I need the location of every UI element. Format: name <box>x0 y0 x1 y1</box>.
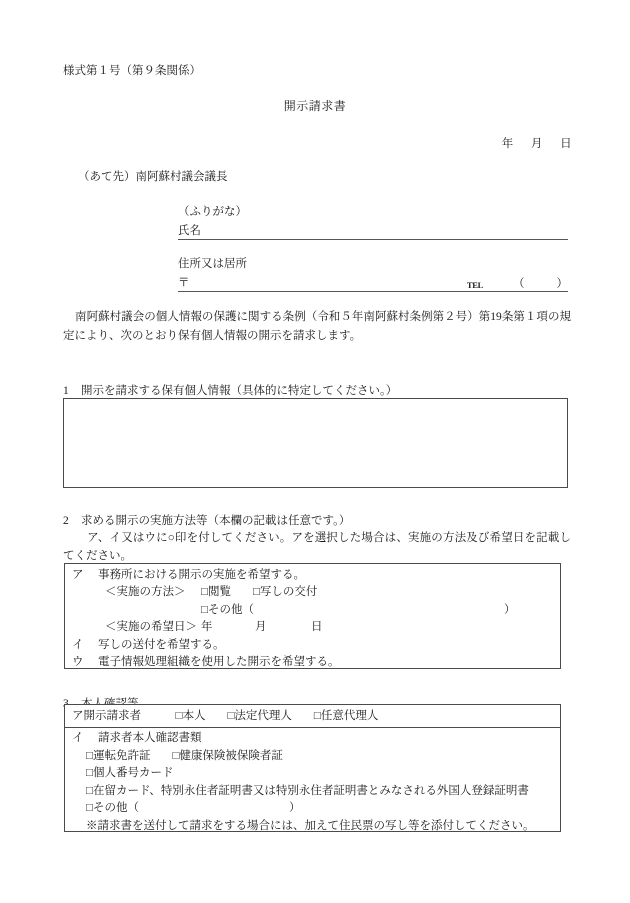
legal-statement-text: 南阿蘇村議会の個人情報の保護に関する条例（令和５年南阿蘇村条例第２号）第19条第１項の規定により、次のとおり保有個人情報の開示を請求します。 <box>63 311 571 342</box>
section2-other-paren-open: （ <box>242 603 254 616</box>
tel-paren-close: ） <box>556 277 568 290</box>
date-line <box>502 136 572 153</box>
section2-heading <box>63 513 350 530</box>
section2-method-other-row <box>65 602 560 619</box>
applicant-address-block <box>178 256 568 292</box>
addressee: （あて先）南阿蘇村議会議長 <box>78 171 228 183</box>
section3-doc-line-3 <box>72 783 560 800</box>
checkbox-icon: □ <box>252 586 260 599</box>
section2-option-a[interactable] <box>65 567 560 584</box>
section2-method-row <box>65 584 560 601</box>
checkbox-health-insurance-card-label: 健康保険被保険者証 <box>179 749 283 762</box>
checkbox-icon: □ <box>86 784 93 797</box>
date-year-label: 年 <box>501 138 514 150</box>
section2-option-a-marker: ア <box>72 569 84 581</box>
section2-option-b-label: 写しの送付を希望する。 <box>98 638 225 651</box>
checkbox-copy-delivery-label: 写しの交付 <box>259 586 318 599</box>
address-label: 住所又は居所 <box>178 258 247 270</box>
section2-option-b-marker: イ <box>72 638 84 651</box>
checkbox-other-method-label: その他 <box>207 603 243 616</box>
section1-entry-box[interactable] <box>63 398 568 488</box>
checkbox-residence-card-label: 在留カード、特別永住者証明書又は特別永住者証明書とみなされる外国人登録証明書 <box>92 784 529 797</box>
section2-option-c-marker: ウ <box>72 656 84 669</box>
section3-doc-line-1 <box>72 748 560 765</box>
checkbox-icon: □ <box>201 603 208 616</box>
checkbox-icon: □ <box>172 749 180 762</box>
section3-requester-row <box>65 705 560 728</box>
section3-documents-row <box>65 728 560 835</box>
section3-documents-header <box>72 730 560 747</box>
tel-paren-open: （ <box>513 277 525 290</box>
section2-desired-date-row <box>65 619 560 636</box>
name-field-row[interactable] <box>178 222 568 240</box>
section2-note-text: ア、イ又はウに○印を付してください。アを選択した場合は、実施の方法及び希望日を記載してください。 <box>63 532 571 563</box>
section3-requester-label: 開示請求者 <box>83 709 141 722</box>
section3-documents-marker: イ <box>72 732 84 745</box>
checkbox-icon: □ <box>86 767 93 780</box>
checkbox-drivers-license[interactable] <box>86 750 150 762</box>
section2-option-b[interactable] <box>65 637 560 654</box>
section3-footnote-text: ※請求書を送付して請求をする場合には、加えて住民票の写し等を添付してください。 <box>86 819 535 832</box>
checkbox-my-number-card-label: 個人番号カード <box>92 767 174 780</box>
checkbox-legal-representative[interactable] <box>227 710 291 722</box>
checkbox-icon: □ <box>86 802 93 815</box>
checkbox-copy-delivery[interactable] <box>253 586 317 598</box>
section2-note <box>63 529 571 566</box>
form-number: 様式第１号（第９条関係） <box>63 65 201 77</box>
checkbox-other-method[interactable] <box>201 604 242 616</box>
checkbox-voluntary-representative[interactable] <box>314 710 378 722</box>
checkbox-residence-card[interactable] <box>86 785 529 797</box>
section3-other-paren-open: （ <box>127 802 139 815</box>
date-day-label: 日 <box>560 138 572 150</box>
telephone-group[interactable] <box>467 279 568 292</box>
section3-requester-marker: ア <box>72 709 84 722</box>
applicant-name-block <box>178 204 568 240</box>
checkbox-legal-representative-label: 法定代理人 <box>234 709 292 722</box>
address-field-row[interactable] <box>178 274 568 292</box>
checkbox-icon: □ <box>175 709 183 722</box>
checkbox-icon: □ <box>313 709 321 722</box>
checkbox-my-number-card[interactable] <box>86 767 173 779</box>
section2-method-label: ＜実施の方法＞ <box>105 586 186 599</box>
checkbox-icon: □ <box>86 749 93 762</box>
section2-number: 2 <box>63 515 69 527</box>
checkbox-drivers-license-label: 運転免許証 <box>92 749 151 762</box>
section3-other-paren-close: ） <box>288 802 301 815</box>
name-label: 氏名 <box>178 224 201 237</box>
tel-label: TEL <box>466 279 483 290</box>
section2-other-paren-close: ） <box>503 603 516 616</box>
date-month-label: 月 <box>530 138 543 150</box>
desired-date-day[interactable]: 日 <box>311 621 323 634</box>
furigana-label: （ふりがな） <box>178 206 247 218</box>
desired-date-month[interactable]: 月 <box>255 621 267 634</box>
section3-identity-box <box>64 704 561 832</box>
section3-doc-line-other <box>72 800 560 817</box>
checkbox-icon: □ <box>201 586 208 599</box>
checkbox-other-document-label: その他 <box>92 802 128 815</box>
section2-options-box <box>64 563 561 669</box>
section3-doc-line-2 <box>72 765 560 782</box>
section3-documents-label: 請求者本人確認書類 <box>98 732 202 745</box>
checkbox-voluntary-representative-label: 任意代理人 <box>320 709 379 722</box>
section3-footnote <box>72 818 560 835</box>
section2-option-c[interactable] <box>65 654 560 671</box>
checkbox-icon: □ <box>227 709 235 722</box>
page-title: 開示請求書 <box>283 99 347 113</box>
section1-heading-text: 開示を請求する保有個人情報（具体的に特定してください。） <box>81 385 398 397</box>
legal-statement <box>63 308 571 345</box>
desired-date-year[interactable]: 年 <box>201 621 213 634</box>
checkbox-self-label: 本人 <box>182 709 206 722</box>
section2-desired-date-label: ＜実施の希望日＞ <box>105 621 197 634</box>
checkbox-browse[interactable] <box>201 586 231 598</box>
section1-number: 1 <box>63 385 69 397</box>
checkbox-other-document[interactable] <box>86 802 127 814</box>
section2-heading-text: 求める開示の実施方法等（本欄の記載は任意です。） <box>81 515 351 527</box>
section2-option-a-label: 事務所における開示の実施を希望する。 <box>98 569 305 581</box>
checkbox-self[interactable] <box>176 710 206 722</box>
checkbox-health-insurance-card[interactable] <box>172 750 282 762</box>
section2-option-c-label: 電子情報処理組織を使用した開示を希望する。 <box>98 656 340 669</box>
postal-code-mark: 〒 <box>178 276 190 289</box>
checkbox-browse-label: 閲覧 <box>207 586 231 599</box>
